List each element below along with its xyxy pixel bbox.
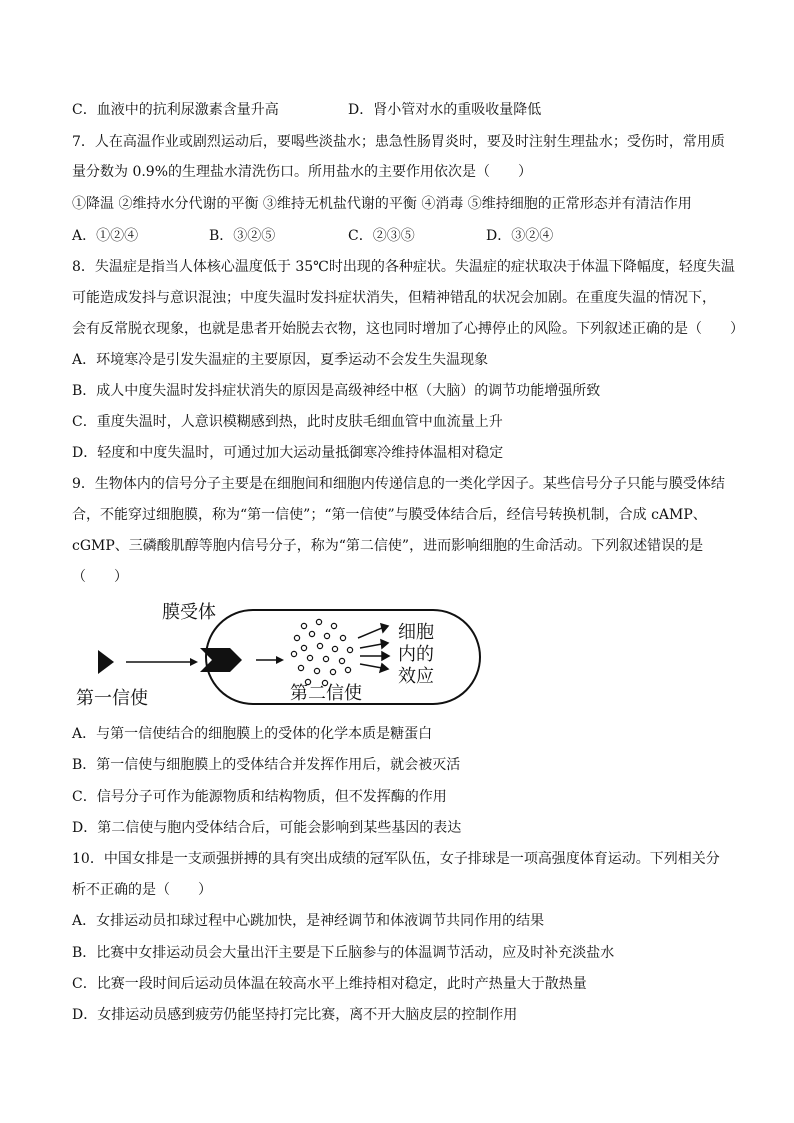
q9-stem-line2: 合，不能穿过细胞膜，称为“第一信使”；“第一信使”与膜受体结合后，经信号转换机制，合成 cAMP、 — [72, 507, 707, 523]
q7-option-c: C．②③⑤ — [348, 228, 415, 244]
q7-option-a: A．①②④ — [72, 228, 139, 244]
arrow-to-receptor-head — [190, 658, 198, 666]
q10-stem-line1: 10．中国女排是一支顽强拼搏的具有突出成绩的冠军队伍，女子排球是一项高强度体育运动。下列相关分 — [72, 851, 720, 867]
membrane-receptor-label: 膜受体 — [162, 602, 216, 623]
q6-option-d: D．肾小管对水的重吸收量降低 — [348, 102, 542, 118]
q9-option-a: A．与第一信使结合的细胞膜上的受体的化学本质是糖蛋白 — [72, 726, 433, 742]
effect-arrows — [358, 624, 389, 672]
second-messenger-dots — [291, 619, 352, 685]
q9-option-c: C．信号分子可作为能源物质和结构物质，但不发挥酶的作用 — [72, 789, 447, 805]
q8-stem-line1: 8．失温症是指当人体核心温度低于 35℃时出现的各种症状。失温症的症状取决于体温下降幅度，轻度失温 — [72, 259, 735, 275]
q9-option-d: D．第二信使与胞内受体结合后，可能会影响到某些基因的表达 — [72, 820, 462, 836]
q10-option-b: B．比赛中女排运动员会大量出汗主要是下丘脑参与的体温调节活动，应及时补充淡盐水 — [72, 945, 615, 961]
second-messenger-label: 第二信使 — [290, 683, 362, 704]
effect-label-line2: 内的 — [398, 644, 434, 665]
q7-stem-line1: 7．人在高温作业或剧烈运动后，要喝些淡盐水；患急性肠胃炎时，要及时注射生理盐水；受伤时，常用质 — [72, 134, 725, 150]
q10-stem-line2: 析不正确的是（ ） — [72, 882, 212, 898]
q9-stem-line4: （ ） — [72, 569, 128, 585]
q8-option-d: D．轻度和中度失温时，可通过加大运动量抵御寒冷维持体温相对稳定 — [72, 445, 504, 461]
q8-stem-line2: 可能造成发抖与意识混浊；中度失温时发抖症状消失，但精神错乱的状况会加剧。在重度失温的情况下， — [72, 290, 716, 306]
q7-items: ①降温 ②维持水分代谢的平衡 ③维持无机盐代谢的平衡 ④消毒 ⑤维持细胞的正常形态并有清洁作用 — [72, 196, 692, 212]
q8-option-a: A．环境寒冷是引发失温症的主要原因，夏季运动不会发生失温现象 — [72, 352, 489, 368]
q7-option-b: B．③②⑤ — [209, 228, 276, 244]
q9-stem-line3: cGMP、三磷酸肌醇等胞内信号分子，称为“第二信使”，进而影响细胞的生命活动。下列叙述错误的是 — [72, 538, 704, 554]
effect-label-line1: 细胞 — [398, 622, 434, 643]
q6-options-row — [72, 100, 542, 120]
q10-option-a: A．女排运动员扣球过程中心跳加快，是神经调节和体液调节共同作用的结果 — [72, 913, 545, 929]
q7-option-d: D．③②④ — [486, 228, 554, 244]
q8-option-b: B．成人中度失温时发抖症状消失的原因是高级神经中枢（大脑）的调节功能增强所致 — [72, 383, 601, 399]
q8-option-c: C．重度失温时，人意识模糊感到热，此时皮肤毛细血管中血流量上升 — [72, 414, 503, 430]
signal-transduction-diagram — [72, 596, 482, 716]
q9-option-b: B．第一信使与细胞膜上的受体结合并发挥作用后，就会被灭活 — [72, 757, 461, 773]
first-messenger-shape — [98, 650, 114, 674]
q6-option-c: C．血液中的抗利尿激素含量升高 — [72, 102, 279, 118]
q8-stem-line3: 会有反常脱衣现象，也就是患者开始脱去衣物，这也同时增加了心搏停止的风险。下列叙述正确的是（ ） — [72, 321, 744, 337]
effect-label-line3: 效应 — [398, 666, 434, 687]
q9-stem-line1: 9．生物体内的信号分子主要是在细胞间和细胞内传递信息的一类化学因子。某些信号分子只能与膜受体结 — [72, 476, 725, 492]
first-messenger-label: 第一信使 — [76, 688, 148, 709]
arrow-into-cell-head — [276, 656, 284, 664]
q10-option-d: D．女排运动员感到疲劳仍能坚持打完比赛，离不开大脑皮层的控制作用 — [72, 1007, 518, 1023]
q10-option-c: C．比赛一段时间后运动员体温在较高水平上维持相对稳定，此时产热量大于散热量 — [72, 976, 587, 992]
q7-stem-line2: 量分数为 0.9%的生理盐水清洗伤口。所用盐水的主要作用依次是（ ） — [72, 164, 533, 180]
